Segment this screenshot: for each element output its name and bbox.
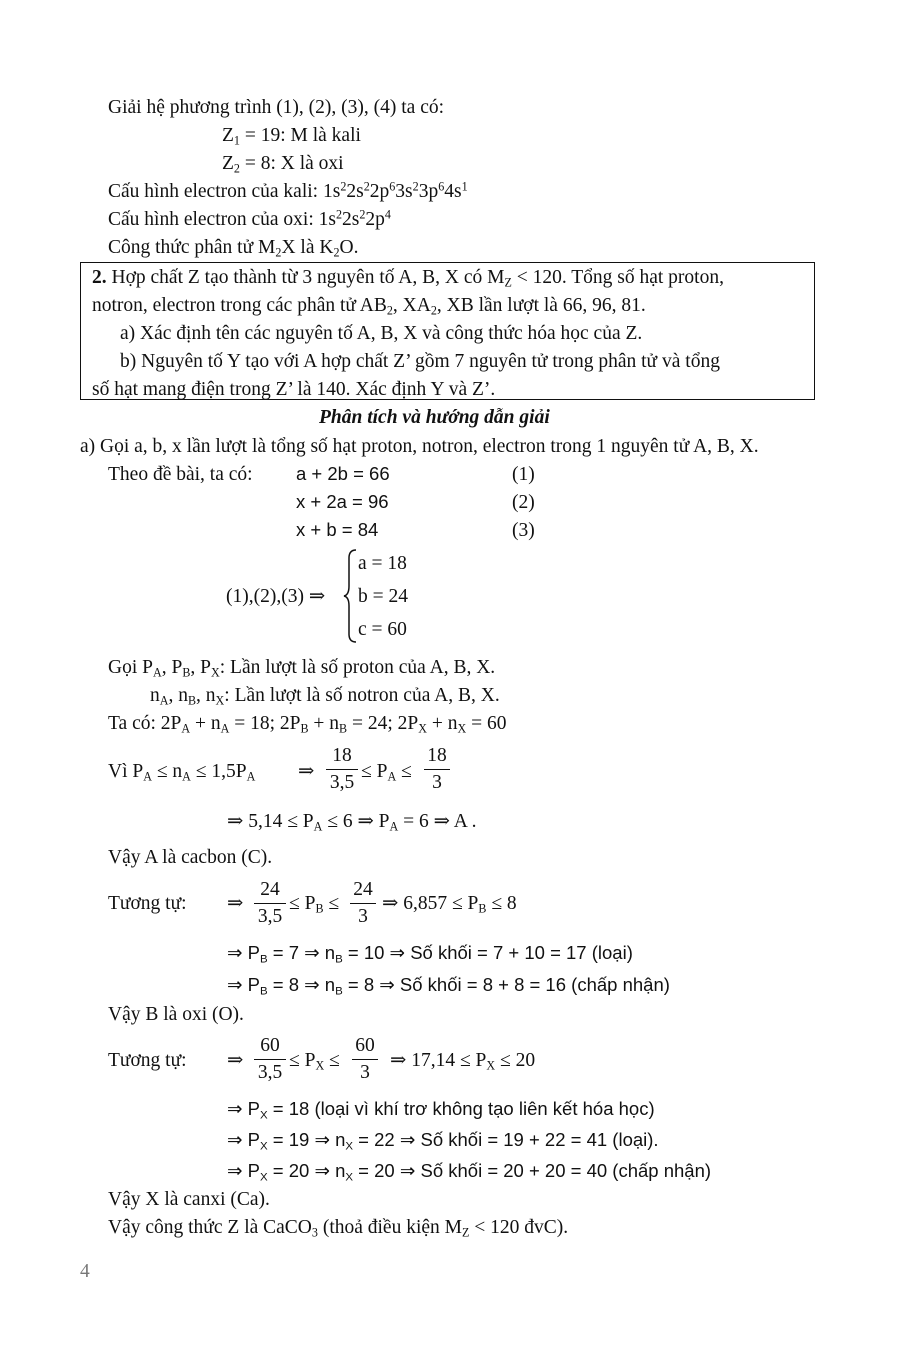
page-number: 4 [80, 1261, 90, 1282]
eq-3: x + b = 84 [296, 519, 379, 540]
px-bound: ≤ $P_X$ ≤ [289, 1050, 340, 1073]
problem-line-1: 2. Hợp chất Z tạo thành từ 3 nguyên tố A, B, X có $M_Z < 120$. Tổng số hạt proton, [92, 267, 724, 290]
problem-line-5: số hạt mang điện trong Z’ là 140. Xác định Y và Z’. [92, 379, 496, 400]
pb-bound: ≤ $P_B$ ≤ [289, 893, 340, 916]
intro-line-2: $Z_1 = 19$: M là kali [222, 125, 361, 148]
fraction-x-low: 60 3,5 [254, 1036, 286, 1082]
fraction-b-low: 24 3,5 [254, 880, 286, 926]
problem-line-2: notron, electron trong các phân tử $AB_2$, $XA_2$, XB lần lượt là 66, 96, 81. [92, 295, 646, 318]
goi-n: $n_A$, $n_B$, $n_X$: Lần lượt là số notron của A, B, X. [150, 685, 500, 708]
eq-1: a + 2b = 66 [296, 463, 390, 484]
b-case-8: ⇒ $P_B = 8$ ⇒ $n_B = 8$ ⇒ Số khối = 8 + 8 = 16 (chấp nhận) [227, 974, 670, 998]
system-lhs: (1),(2),(3) ⇒ [226, 586, 326, 607]
vay-x: Vậy X là canxi (Ca). [108, 1189, 270, 1210]
vi-condition: Vì $P_A \le n_A \le 1,5P_A$ [108, 761, 256, 784]
x-case-19: ⇒ $P_X = 19$ ⇒ $n_X = 22$ ⇒ Số khối = 19 + 22 = 41 (loại). [227, 1129, 659, 1153]
vay-b: Vậy B là oxi (O). [108, 1004, 244, 1025]
implies-x: ⇒ [227, 1050, 244, 1071]
implies-a: ⇒ [298, 761, 315, 782]
brace-icon [342, 548, 358, 644]
implies-b: ⇒ [227, 893, 244, 914]
goi-p: Gọi $P_A$, $P_B$, $P_X$: Lần lượt là số proton của A, B, X. [108, 657, 496, 680]
intro-line-1: Giải hệ phương trình (1), (2), (3), (4) ta có: [108, 97, 445, 118]
x-case-20: ⇒ $P_X = 20$ ⇒ $n_X = 20$ ⇒ Số khối = 20 + 20 = 40 (chấp nhận) [227, 1160, 712, 1184]
intro-line-4: Cấu hình electron của kali: $1s^22s^22p^63s^23p^64s^1$ [108, 179, 468, 202]
intro-line-6: Công thức phân tử $M_2X$ là $K_2O$. [108, 237, 359, 260]
system-line-2: b = 24 [358, 586, 408, 607]
vay-a: Vậy A là cacbon (C). [108, 847, 273, 868]
fraction-a-low: 18 3,5 [326, 746, 358, 792]
vay-z: Vậy công thức Z là CaCO$_3$ (thoả điều kiện $M_Z < 120$ đvC). [108, 1217, 569, 1240]
eq-2: x + 2a = 96 [296, 491, 389, 512]
tuong-tu-b: Tương tự: [108, 893, 187, 914]
system-line-1: a = 18 [358, 553, 407, 574]
intro-line-5: Cấu hình electron của oxi: $1s^22s^22p^4$ [108, 207, 391, 230]
section-heading: Phân tích và hướng dẫn giải [319, 407, 550, 428]
problem-line-4: b) Nguyên tố Y tạo với A hợp chất Z’ gồm 7 nguyên tử trong phân tử và tổng [120, 351, 720, 372]
fraction-a-high: 18 3 [424, 746, 450, 792]
pa-bound: ≤ $P_A$ ≤ [361, 761, 412, 784]
sol-intro: a) Gọi a, b, x lần lượt là tổng số hạt proton, notron, electron trong 1 nguyên tử A, B, X. [80, 436, 759, 457]
b-case-7: ⇒ $P_B = 7$ ⇒ $n_B = 10$ ⇒ Số khối = 7 + 10 = 17 (loại) [227, 942, 633, 966]
fraction-x-high: 60 3 [352, 1036, 378, 1082]
eq-2-num: (2) [512, 492, 535, 513]
sol-theo: Theo đề bài, ta có: [108, 464, 253, 485]
result-b: ⇒ $6,857 \le P_B \le 8$ [382, 893, 517, 916]
system-line-3: c = 60 [358, 619, 407, 640]
result-x: ⇒ $17,14 \le P_X \le 20$ [390, 1050, 536, 1073]
ta-co: Ta có: $2P_A + n_A = 18$; $2P_B + n_B = 24$; $2P_X + n_X = 60$ [108, 713, 507, 736]
eq-1-num: (1) [512, 464, 535, 485]
x-case-18: ⇒ $P_X = 18$ (loại vì khí trơ không tạo liên kết hóa học) [227, 1098, 655, 1122]
problem-line-3: a) Xác định tên các nguyên tố A, B, X và công thức hóa học của Z. [120, 323, 643, 344]
fraction-b-high: 24 3 [350, 880, 376, 926]
result-a: ⇒ $5,14 \le P_A \le 6$ ⇒ $P_A = 6$ ⇒ A . [227, 811, 477, 834]
tuong-tu-x: Tương tự: [108, 1050, 187, 1071]
intro-line-3: $Z_2 = 8$: X là oxi [222, 153, 344, 176]
eq-3-num: (3) [512, 520, 535, 541]
